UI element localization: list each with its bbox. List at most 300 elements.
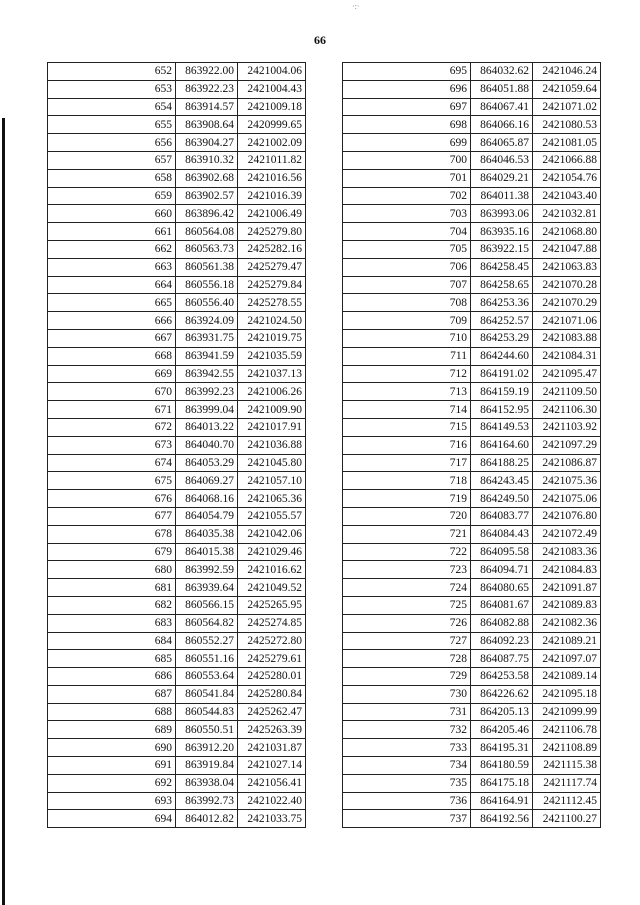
point-number-cell: 680 [48,561,176,579]
y-coordinate-cell: 2421035.59 [238,347,306,365]
table-row [48,507,306,525]
x-coordinate-cell: 864164.91 [471,792,533,810]
table-row [343,80,601,98]
x-coordinate-cell: 860564.82 [176,614,238,632]
point-number-cell: 716 [343,436,471,454]
x-coordinate-cell: 863902.57 [176,187,238,205]
y-coordinate-cell: 2421089.21 [533,632,601,650]
point-number-cell: 654 [48,98,176,116]
point-number-cell: 719 [343,490,471,508]
x-coordinate-cell: 864040.70 [176,436,238,454]
table-row [48,490,306,508]
x-coordinate-cell: 863908.64 [176,116,238,134]
y-coordinate-cell: 2425278.55 [238,294,306,312]
y-coordinate-cell: 2421016.39 [238,187,306,205]
x-coordinate-cell: 864032.62 [471,63,533,81]
table-row [343,668,601,686]
point-number-cell: 697 [343,98,471,116]
table-row [48,739,306,757]
point-number-cell: 663 [48,258,176,276]
y-coordinate-cell: 2421032.81 [533,205,601,223]
x-coordinate-cell: 863938.04 [176,774,238,792]
x-coordinate-cell: 860552.27 [176,632,238,650]
x-coordinate-cell: 864188.25 [471,454,533,472]
table-row [343,151,601,169]
point-number-cell: 653 [48,80,176,98]
table-row [343,757,601,775]
point-number-cell: 679 [48,543,176,561]
table-row [48,525,306,543]
table-row [343,134,601,152]
point-number-cell: 671 [48,401,176,419]
y-coordinate-cell: 2421106.30 [533,401,601,419]
table-row [343,650,601,668]
x-coordinate-cell: 864159.19 [471,383,533,401]
point-number-cell: 668 [48,347,176,365]
x-coordinate-cell: 863939.64 [176,579,238,597]
point-number-cell: 655 [48,116,176,134]
point-number-cell: 729 [343,668,471,686]
y-coordinate-cell: 2421059.64 [533,80,601,98]
y-coordinate-cell: 2421043.40 [533,187,601,205]
y-coordinate-cell: 2421036.88 [238,436,306,454]
table-row [343,383,601,401]
y-coordinate-cell: 2421011.82 [238,151,306,169]
y-coordinate-cell: 2421033.75 [238,810,306,828]
table-row [343,418,601,436]
point-number-cell: 690 [48,739,176,757]
y-coordinate-cell: 2421031.87 [238,739,306,757]
table-row [343,579,601,597]
point-number-cell: 657 [48,151,176,169]
table-row [343,223,601,241]
x-coordinate-cell: 864084.43 [471,525,533,543]
y-coordinate-cell: 2421099.99 [533,703,601,721]
table-row [48,329,306,347]
y-coordinate-cell: 2421057.10 [238,472,306,490]
point-number-cell: 662 [48,240,176,258]
point-number-cell: 733 [343,739,471,757]
table-row [343,703,601,721]
x-coordinate-cell: 864253.29 [471,329,533,347]
point-number-cell: 674 [48,454,176,472]
point-number-cell: 672 [48,418,176,436]
point-number-cell: 652 [48,63,176,81]
point-number-cell: 706 [343,258,471,276]
x-coordinate-cell: 864035.38 [176,525,238,543]
margin-scan-line [2,118,5,905]
table-row [343,490,601,508]
x-coordinate-cell: 864192.56 [471,810,533,828]
table-row [343,312,601,330]
table-row [48,187,306,205]
table-row [343,187,601,205]
table-row [48,650,306,668]
point-number-cell: 692 [48,774,176,792]
x-coordinate-cell: 864011.38 [471,187,533,205]
table-row [48,685,306,703]
y-coordinate-cell: 2421089.14 [533,668,601,686]
y-coordinate-cell: 2421004.43 [238,80,306,98]
x-coordinate-cell: 860551.16 [176,650,238,668]
x-coordinate-cell: 860566.15 [176,596,238,614]
y-coordinate-cell: 2425263.39 [238,721,306,739]
table-row [48,169,306,187]
point-number-cell: 711 [343,347,471,365]
x-coordinate-cell: 860556.18 [176,276,238,294]
point-number-cell: 682 [48,596,176,614]
x-coordinate-cell: 864252.57 [471,312,533,330]
point-number-cell: 676 [48,490,176,508]
y-coordinate-cell: 2425279.61 [238,650,306,668]
table-row [343,276,601,294]
x-coordinate-cell: 860541.84 [176,685,238,703]
table-row [343,240,601,258]
y-coordinate-cell: 2425279.80 [238,223,306,241]
y-coordinate-cell: 2421081.05 [533,134,601,152]
y-coordinate-cell: 2421047.88 [533,240,601,258]
point-number-cell: 713 [343,383,471,401]
y-coordinate-cell: 2421027.14 [238,757,306,775]
table-row [48,596,306,614]
x-coordinate-cell: 863910.32 [176,151,238,169]
point-number-cell: 687 [48,685,176,703]
table-row [343,685,601,703]
y-coordinate-cell: 2421082.36 [533,614,601,632]
x-coordinate-cell: 863922.00 [176,63,238,81]
point-number-cell: 684 [48,632,176,650]
point-number-cell: 689 [48,721,176,739]
y-coordinate-cell: 2421042.06 [238,525,306,543]
point-number-cell: 665 [48,294,176,312]
x-coordinate-cell: 864191.02 [471,365,533,383]
y-coordinate-cell: 2421070.29 [533,294,601,312]
x-coordinate-cell: 864258.45 [471,258,533,276]
point-number-cell: 721 [343,525,471,543]
y-coordinate-cell: 2421002.09 [238,134,306,152]
coordinates-table-right [342,62,601,828]
table-row [343,169,601,187]
y-coordinate-cell: 2421106.78 [533,721,601,739]
point-number-cell: 681 [48,579,176,597]
table-row [48,792,306,810]
point-number-cell: 731 [343,703,471,721]
point-number-cell: 703 [343,205,471,223]
y-coordinate-cell: 2421037.13 [238,365,306,383]
y-coordinate-cell: 2421109.50 [533,383,601,401]
table-row [343,329,601,347]
point-number-cell: 675 [48,472,176,490]
x-coordinate-cell: 864253.58 [471,668,533,686]
y-coordinate-cell: 2421086.87 [533,454,601,472]
y-coordinate-cell: 2421017.91 [238,418,306,436]
point-number-cell: 688 [48,703,176,721]
table-row [48,63,306,81]
x-coordinate-cell: 864205.46 [471,721,533,739]
table-row [48,258,306,276]
x-coordinate-cell: 864249.50 [471,490,533,508]
x-coordinate-cell: 864095.58 [471,543,533,561]
x-coordinate-cell: 863904.27 [176,134,238,152]
table-row [343,792,601,810]
x-coordinate-cell: 860553.64 [176,668,238,686]
x-coordinate-cell: 864012.82 [176,810,238,828]
point-number-cell: 718 [343,472,471,490]
x-coordinate-cell: 863992.73 [176,792,238,810]
point-number-cell: 691 [48,757,176,775]
point-number-cell: 658 [48,169,176,187]
point-number-cell: 664 [48,276,176,294]
x-coordinate-cell: 863896.42 [176,205,238,223]
x-coordinate-cell: 864029.21 [471,169,533,187]
table-row [48,632,306,650]
x-coordinate-cell: 864258.65 [471,276,533,294]
y-coordinate-cell: 2421071.02 [533,98,601,116]
table-row [343,347,601,365]
table-row [343,472,601,490]
point-number-cell: 699 [343,134,471,152]
table-row [48,80,306,98]
x-coordinate-cell: 860556.40 [176,294,238,312]
table-row [343,258,601,276]
y-coordinate-cell: 2421095.18 [533,685,601,703]
y-coordinate-cell: 2425280.01 [238,668,306,686]
table-row [48,347,306,365]
table-row [343,507,601,525]
x-coordinate-cell: 863914.57 [176,98,238,116]
x-coordinate-cell: 864081.67 [471,596,533,614]
point-number-cell: 710 [343,329,471,347]
y-coordinate-cell: 2421075.06 [533,490,601,508]
y-coordinate-cell: 2421066.88 [533,151,601,169]
y-coordinate-cell: 2421089.83 [533,596,601,614]
point-number-cell: 726 [343,614,471,632]
x-coordinate-cell: 864013.22 [176,418,238,436]
x-coordinate-cell: 863924.09 [176,312,238,330]
point-number-cell: 683 [48,614,176,632]
x-coordinate-cell: 864015.38 [176,543,238,561]
point-number-cell: 735 [343,774,471,792]
x-coordinate-cell: 864244.60 [471,347,533,365]
point-number-cell: 717 [343,454,471,472]
y-coordinate-cell: 2425279.84 [238,276,306,294]
x-coordinate-cell: 864152.95 [471,401,533,419]
table-row [48,98,306,116]
point-number-cell: 723 [343,561,471,579]
x-coordinate-cell: 864205.13 [471,703,533,721]
table-row [48,561,306,579]
y-coordinate-cell: 2425272.80 [238,632,306,650]
x-coordinate-cell: 864068.16 [176,490,238,508]
y-coordinate-cell: 2425280.84 [238,685,306,703]
point-number-cell: 694 [48,810,176,828]
y-coordinate-cell: 2421115.38 [533,757,601,775]
y-coordinate-cell: 2421100.27 [533,810,601,828]
x-coordinate-cell: 864226.62 [471,685,533,703]
x-coordinate-cell: 863931.75 [176,329,238,347]
x-coordinate-cell: 864080.65 [471,579,533,597]
table-row [343,596,601,614]
x-coordinate-cell: 864092.23 [471,632,533,650]
y-coordinate-cell: 2425265.95 [238,596,306,614]
y-coordinate-cell: 2425282.16 [238,240,306,258]
point-number-cell: 737 [343,810,471,828]
x-coordinate-cell: 864164.60 [471,436,533,454]
point-number-cell: 686 [48,668,176,686]
y-coordinate-cell: 2420999.65 [238,116,306,134]
y-coordinate-cell: 2421029.46 [238,543,306,561]
y-coordinate-cell: 2421063.83 [533,258,601,276]
y-coordinate-cell: 2421068.80 [533,223,601,241]
point-number-cell: 702 [343,187,471,205]
y-coordinate-cell: 2421076.80 [533,507,601,525]
point-number-cell: 700 [343,151,471,169]
point-number-cell: 722 [343,543,471,561]
table-row [343,98,601,116]
point-number-cell: 656 [48,134,176,152]
y-coordinate-cell: 2421072.49 [533,525,601,543]
y-coordinate-cell: 2421071.06 [533,312,601,330]
x-coordinate-cell: 864082.88 [471,614,533,632]
y-coordinate-cell: 2421049.52 [238,579,306,597]
point-number-cell: 659 [48,187,176,205]
point-number-cell: 734 [343,757,471,775]
x-coordinate-cell: 864175.18 [471,774,533,792]
x-coordinate-cell: 863992.23 [176,383,238,401]
y-coordinate-cell: 2421083.36 [533,543,601,561]
x-coordinate-cell: 864087.75 [471,650,533,668]
x-coordinate-cell: 860550.51 [176,721,238,739]
x-coordinate-cell: 864083.77 [471,507,533,525]
point-number-cell: 696 [343,80,471,98]
x-coordinate-cell: 864066.16 [471,116,533,134]
table-row [48,294,306,312]
point-number-cell: 695 [343,63,471,81]
x-coordinate-cell: 863922.23 [176,80,238,98]
x-coordinate-cell: 864067.41 [471,98,533,116]
table-row [343,436,601,454]
y-coordinate-cell: 2421006.49 [238,205,306,223]
y-coordinate-cell: 2421009.18 [238,98,306,116]
y-coordinate-cell: 2421009.90 [238,401,306,419]
y-coordinate-cell: 2421016.62 [238,561,306,579]
point-number-cell: 712 [343,365,471,383]
x-coordinate-cell: 864053.29 [176,454,238,472]
table-row [48,223,306,241]
table-row [48,579,306,597]
x-coordinate-cell: 864065.87 [471,134,533,152]
point-number-cell: 693 [48,792,176,810]
table-row [48,116,306,134]
x-coordinate-cell: 863912.20 [176,739,238,757]
point-number-cell: 673 [48,436,176,454]
x-coordinate-cell: 864069.27 [176,472,238,490]
point-number-cell: 698 [343,116,471,134]
table-row [48,721,306,739]
table-row [48,472,306,490]
x-coordinate-cell: 864243.45 [471,472,533,490]
scan-speck: ·:· [352,2,360,11]
y-coordinate-cell: 2421080.53 [533,116,601,134]
y-coordinate-cell: 2421056.41 [238,774,306,792]
table-row [48,810,306,828]
x-coordinate-cell: 863902.68 [176,169,238,187]
point-number-cell: 677 [48,507,176,525]
y-coordinate-cell: 2421097.07 [533,650,601,668]
point-number-cell: 728 [343,650,471,668]
point-number-cell: 667 [48,329,176,347]
point-number-cell: 707 [343,276,471,294]
table-row [343,561,601,579]
table-row [343,294,601,312]
point-number-cell: 714 [343,401,471,419]
y-coordinate-cell: 2425274.85 [238,614,306,632]
point-number-cell: 724 [343,579,471,597]
x-coordinate-cell: 864180.59 [471,757,533,775]
table-row [343,774,601,792]
table-row [48,205,306,223]
y-coordinate-cell: 2421065.36 [238,490,306,508]
y-coordinate-cell: 2421108.89 [533,739,601,757]
table-row [48,383,306,401]
point-number-cell: 660 [48,205,176,223]
point-number-cell: 736 [343,792,471,810]
table-row [343,365,601,383]
y-coordinate-cell: 2421095.47 [533,365,601,383]
table-row [48,240,306,258]
point-number-cell: 678 [48,525,176,543]
table-row [48,401,306,419]
y-coordinate-cell: 2425262.47 [238,703,306,721]
point-number-cell: 670 [48,383,176,401]
x-coordinate-cell: 864051.88 [471,80,533,98]
y-coordinate-cell: 2421055.57 [238,507,306,525]
point-number-cell: 701 [343,169,471,187]
table-row [48,757,306,775]
y-coordinate-cell: 2421083.88 [533,329,601,347]
table-row [343,721,601,739]
x-coordinate-cell: 864195.31 [471,739,533,757]
y-coordinate-cell: 2421091.87 [533,579,601,597]
point-number-cell: 715 [343,418,471,436]
table-row [48,454,306,472]
table-row [343,454,601,472]
table-row [343,205,601,223]
table-row [48,703,306,721]
x-coordinate-cell: 863941.59 [176,347,238,365]
y-coordinate-cell: 2421016.56 [238,169,306,187]
y-coordinate-cell: 2421075.36 [533,472,601,490]
table-row [48,436,306,454]
point-number-cell: 720 [343,507,471,525]
point-number-cell: 685 [48,650,176,668]
point-number-cell: 709 [343,312,471,330]
x-coordinate-cell: 863999.04 [176,401,238,419]
table-row [48,418,306,436]
table-row [48,151,306,169]
point-number-cell: 704 [343,223,471,241]
table-row [343,632,601,650]
x-coordinate-cell: 863919.84 [176,757,238,775]
x-coordinate-cell: 864253.36 [471,294,533,312]
table-row [48,365,306,383]
point-number-cell: 661 [48,223,176,241]
y-coordinate-cell: 2421024.50 [238,312,306,330]
table-row [48,668,306,686]
table-row [48,774,306,792]
y-coordinate-cell: 2421084.83 [533,561,601,579]
y-coordinate-cell: 2421112.45 [533,792,601,810]
